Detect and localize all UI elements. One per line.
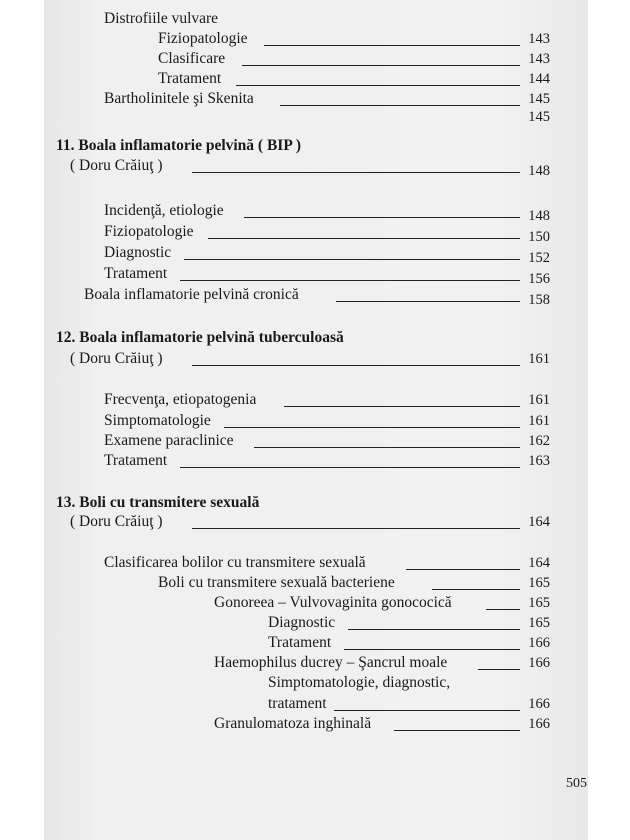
toc-entry-title: Boala inflamatorie pelvină cronică [84, 286, 299, 303]
toc-entry [70, 512, 550, 532]
toc-entry [104, 243, 550, 266]
toc-page-number: 161 [528, 413, 550, 429]
toc-page-number: 165 [528, 615, 550, 631]
toc-entry [104, 222, 550, 245]
toc-entry-title: Simptomatologie, diagnostic, [268, 674, 451, 691]
toc-page-number: 164 [528, 555, 550, 571]
toc-entry [158, 29, 550, 49]
book-page [44, 0, 588, 840]
toc-page-number: 161 [528, 392, 550, 408]
toc-page-number: 143 [528, 31, 550, 47]
toc-entry-title: Haemophilus ducrey – Şancrul moale [214, 654, 448, 671]
toc-entry-title: Incidenţă, etiologie [104, 202, 224, 219]
leader-line [264, 45, 520, 46]
toc-entry-title: Examene paraclinice [104, 432, 234, 449]
toc-page-number: 161 [528, 351, 550, 367]
leader-line [254, 447, 520, 448]
leader-line [280, 105, 520, 106]
toc-entry [104, 201, 550, 224]
toc-entry [104, 89, 550, 109]
leader-line [406, 569, 520, 570]
toc-entry-title: Tratament [104, 265, 168, 282]
leader-line [478, 669, 520, 670]
toc-page-number: 165 [528, 575, 550, 591]
toc-page-number: 158 [528, 292, 550, 308]
chapter-heading [56, 493, 550, 513]
toc-entry [84, 285, 550, 308]
leader-line [284, 406, 520, 407]
chapter-heading [56, 328, 550, 348]
toc-page-number: 165 [528, 595, 550, 611]
leader-line [180, 280, 520, 281]
toc-entry [268, 694, 550, 714]
toc-entry-title: Fiziopatologie [104, 223, 194, 240]
toc-entry-title: Tratament [158, 70, 222, 87]
toc-page-number: 156 [528, 271, 550, 287]
leader-line [344, 649, 520, 650]
toc-entry [214, 714, 550, 734]
toc-entry [214, 593, 550, 613]
chapter-heading [56, 136, 550, 156]
toc-page-number: 144 [528, 71, 550, 87]
toc-page-number: 163 [528, 453, 550, 469]
toc-page-number: 152 [528, 250, 550, 266]
toc-page-number: 166 [528, 655, 550, 671]
toc-entry [268, 633, 550, 653]
toc-page-number: 148 [528, 208, 550, 224]
toc-entry-title: Diagnostic [268, 614, 336, 631]
toc-entry-title: Distrofiile vulvare [104, 10, 219, 27]
toc-page-number: 148 [528, 163, 550, 179]
leader-line [242, 65, 520, 66]
toc-entry-title: Bartholinitele şi Skenita [104, 90, 254, 107]
leader-line [336, 301, 520, 302]
toc-entry [70, 349, 550, 369]
toc-entry [268, 613, 550, 633]
toc-entry-title: Clasificarea bolilor cu transmitere sexuală [104, 554, 366, 571]
chapter-title: 13. Boli cu transmitere sexuală [56, 494, 260, 511]
toc-entry [104, 431, 550, 451]
toc-page-number: 166 [528, 635, 550, 651]
toc-entry [104, 390, 550, 410]
page-number: 505 [566, 776, 587, 791]
leader-line [224, 427, 520, 428]
leader-line [244, 217, 520, 218]
toc-entry [104, 411, 550, 431]
toc-entry-title: tratament [268, 695, 327, 712]
toc-entry [104, 451, 550, 471]
toc-entry [104, 264, 550, 287]
leader-line [192, 365, 520, 366]
leader-line [236, 85, 520, 86]
toc-entry-title: Diagnostic [104, 244, 172, 261]
toc-entry [158, 69, 550, 89]
toc-entry [104, 9, 550, 29]
toc-author: ( Doru Crăiuţ ) [70, 513, 163, 530]
toc-entry-title: Gonoreea – Vulvovaginita gonococică [214, 594, 452, 611]
toc-entry-title: Frecvenţa, etiopatogenia [104, 391, 257, 408]
toc-entry [268, 673, 550, 693]
toc-entry [214, 653, 550, 673]
toc-author: ( Doru Crăiuţ ) [70, 350, 163, 367]
toc-entry [158, 573, 550, 593]
toc-page-number: 166 [528, 696, 550, 712]
leader-line [334, 710, 520, 711]
toc-page-number: 145 [528, 91, 550, 107]
leader-line [394, 730, 520, 731]
toc-entry-title: Simptomatologie [104, 412, 211, 429]
leader-line [432, 589, 520, 590]
leader-line [180, 467, 520, 468]
leader-line [208, 238, 520, 239]
toc-page-number: 150 [528, 229, 550, 245]
toc-entry-title: Granulomatoza inghinală [214, 715, 372, 732]
toc-page-number: 166 [528, 716, 550, 732]
chapter-title: 11. Boala inflamatorie pelvină ( BIP ) [56, 137, 301, 154]
toc-entry-title: Boli cu transmitere sexuală bacteriene [158, 574, 395, 591]
toc-page-number: 143 [528, 51, 550, 67]
leader-line [192, 172, 520, 173]
toc-page-number: 145 [528, 109, 550, 125]
toc-entry-title: Tratament [104, 452, 168, 469]
toc-entry-title: Clasificare [158, 50, 226, 67]
leader-line [192, 528, 520, 529]
toc-entry [104, 107, 550, 127]
chapter-title: 12. Boala inflamatorie pelvină tuberculoasă [56, 329, 344, 346]
toc-entry-title: Fiziopatologie [158, 30, 248, 47]
toc-page-number: 162 [528, 433, 550, 449]
toc-entry [104, 553, 550, 573]
toc-page-number: 164 [528, 514, 550, 530]
leader-line [184, 259, 520, 260]
toc-author: ( Doru Crăiuţ ) [70, 157, 163, 174]
leader-line [486, 609, 520, 610]
toc-entry [70, 156, 550, 179]
leader-line [348, 629, 520, 630]
toc-entry [158, 49, 550, 69]
toc-entry-title: Tratament [268, 634, 332, 651]
